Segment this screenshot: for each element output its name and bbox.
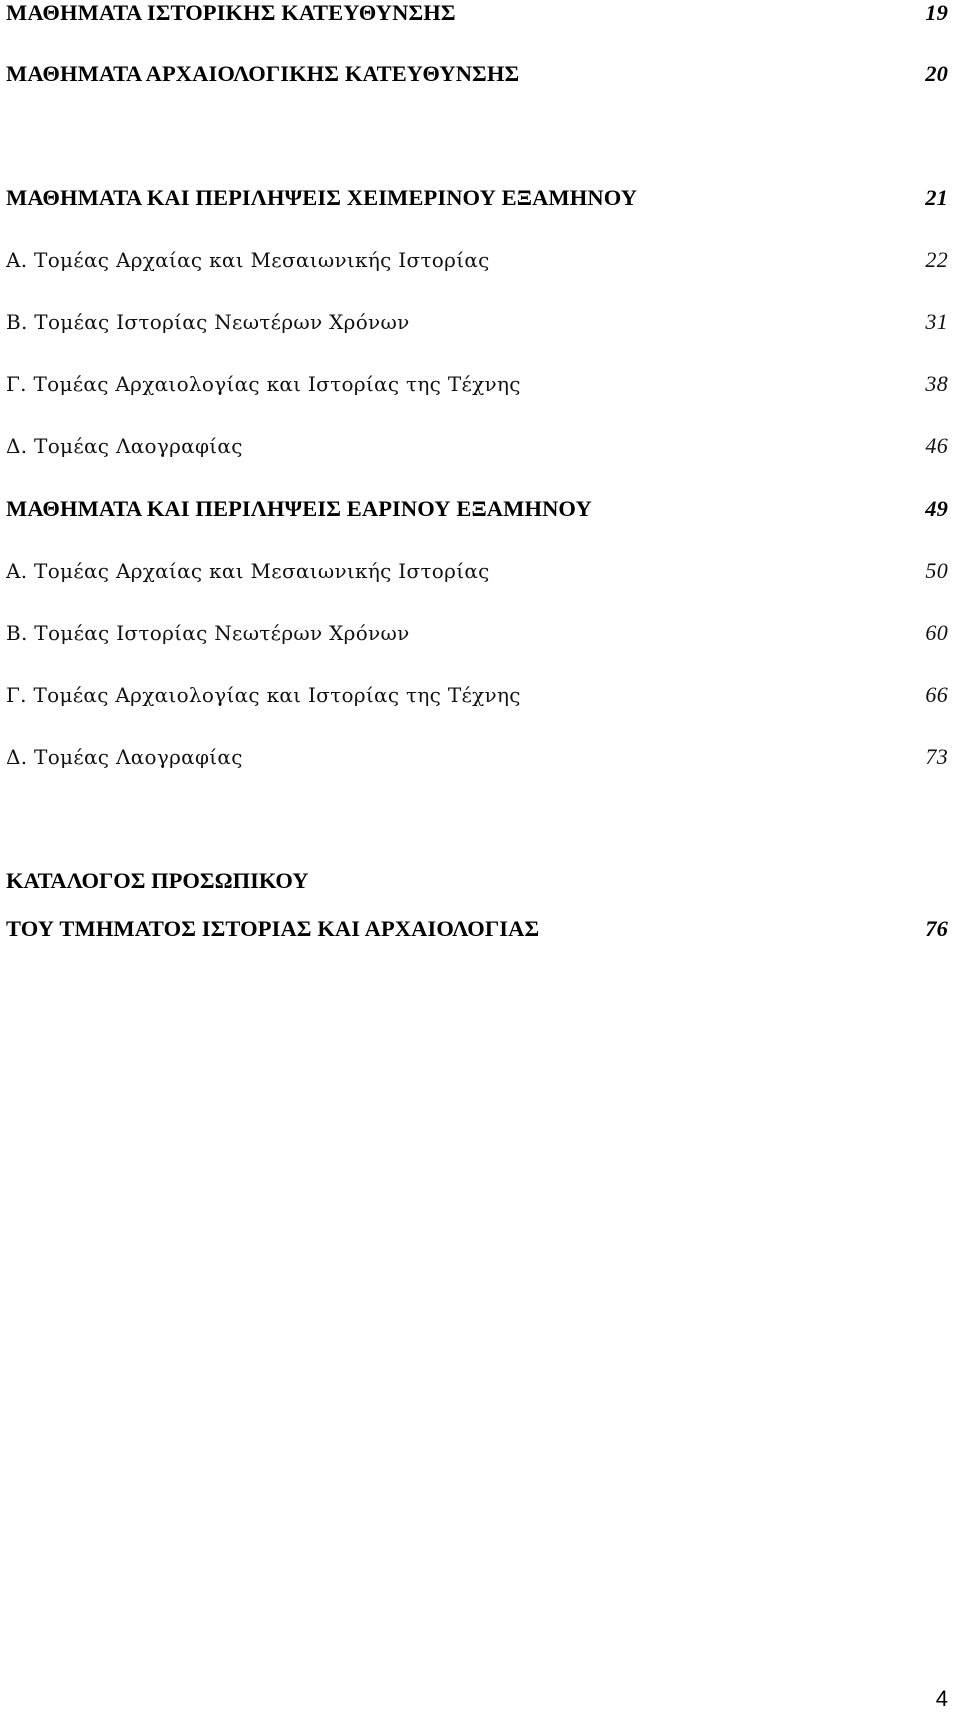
toc-entry-page: 20 bbox=[925, 61, 948, 86]
toc-entry-archaeology-courses[interactable] bbox=[6, 61, 948, 87]
toc-entry-history-courses[interactable] bbox=[6, 0, 948, 26]
toc-subentry-page: 60 bbox=[925, 620, 948, 645]
toc-subentry-label: Γ. Τομέας Αρχαιολογίας και Ιστορίας της Τέχνης bbox=[6, 372, 521, 396]
toc-entry-page: 19 bbox=[925, 0, 948, 25]
toc-subentry-winter-archaeology-art[interactable] bbox=[6, 371, 948, 397]
toc-subentry-page: 31 bbox=[925, 309, 948, 334]
toc-subentry-page: 66 bbox=[925, 682, 948, 707]
toc-entry-label: ΜΑΘΗΜΑΤΑ ΑΡΧΑΙΟΛΟΓΙΚΗΣ ΚΑΤΕΥΘΥΝΣΗΣ bbox=[6, 61, 520, 86]
toc-subentry-label: Β. Τομέας Ιστορίας Νεωτέρων Χρόνων bbox=[6, 310, 410, 334]
toc-entry-page: 49 bbox=[925, 496, 948, 521]
toc-subentry-page: 73 bbox=[925, 744, 948, 769]
toc-entry-page: 21 bbox=[925, 185, 948, 210]
toc-subentry-winter-folklore[interactable] bbox=[6, 433, 948, 459]
toc-subentry-label: Δ. Τομέας Λαογραφίας bbox=[6, 745, 243, 769]
toc-entry-staff-title-line1: ΚΑΤΑΛΟΓΟΣ ΠΡΟΣΩΠΙΚΟΥ bbox=[6, 868, 309, 893]
toc-subentry-page: 22 bbox=[925, 247, 948, 272]
toc-subentry-spring-folklore[interactable] bbox=[6, 744, 948, 770]
toc-subentry-label: Γ. Τομέας Αρχαιολογίας και Ιστορίας της Τέχνης bbox=[6, 683, 521, 707]
toc-entry-label: ΜΑΘΗΜΑΤΑ ΚΑΙ ΠΕΡΙΛΗΨΕΙΣ ΕΑΡΙΝΟΥ ΕΞΑΜΗΝΟΥ bbox=[6, 496, 592, 521]
toc-entry-spring-semester[interactable] bbox=[6, 496, 948, 522]
toc-subentry-winter-modern-history[interactable] bbox=[6, 309, 948, 335]
toc-subentry-page: 46 bbox=[925, 433, 948, 458]
page-number: 4 bbox=[935, 1686, 948, 1711]
toc-entry-staff[interactable] bbox=[6, 916, 948, 942]
toc-subentry-page: 38 bbox=[925, 371, 948, 396]
toc-entry-winter-semester[interactable] bbox=[6, 185, 948, 211]
toc-entry-label: ΜΑΘΗΜΑΤΑ ΚΑΙ ΠΕΡΙΛΗΨΕΙΣ ΧΕΙΜΕΡΙΝΟΥ ΕΞΑΜΗΝΟΥ bbox=[6, 185, 638, 210]
toc-subentry-spring-modern-history[interactable] bbox=[6, 620, 948, 646]
toc-subentry-spring-ancient-medieval[interactable] bbox=[6, 558, 948, 584]
toc-subentry-label: Α. Τομέας Αρχαίας και Μεσαιωνικής Ιστορίας bbox=[6, 248, 490, 272]
toc-subentry-spring-archaeology-art[interactable] bbox=[6, 682, 948, 708]
toc-subentry-label: Α. Τομέας Αρχαίας και Μεσαιωνικής Ιστορίας bbox=[6, 559, 490, 583]
toc-entry-label: ΤΟΥ ΤΜΗΜΑΤΟΣ ΙΣΤΟΡΙΑΣ ΚΑΙ ΑΡΧΑΙΟΛΟΓΙΑΣ bbox=[6, 916, 540, 941]
toc-entry-label: ΜΑΘΗΜΑΤΑ ΙΣΤΟΡΙΚΗΣ ΚΑΤΕΥΘΥΝΣΗΣ bbox=[6, 0, 456, 25]
toc-entry-page: 76 bbox=[925, 916, 948, 941]
toc-subentry-page: 50 bbox=[925, 558, 948, 583]
toc-subentry-label: Δ. Τομέας Λαογραφίας bbox=[6, 434, 243, 458]
toc-subentry-label: Β. Τομέας Ιστορίας Νεωτέρων Χρόνων bbox=[6, 621, 410, 645]
toc-subentry-winter-ancient-medieval[interactable] bbox=[6, 247, 948, 273]
